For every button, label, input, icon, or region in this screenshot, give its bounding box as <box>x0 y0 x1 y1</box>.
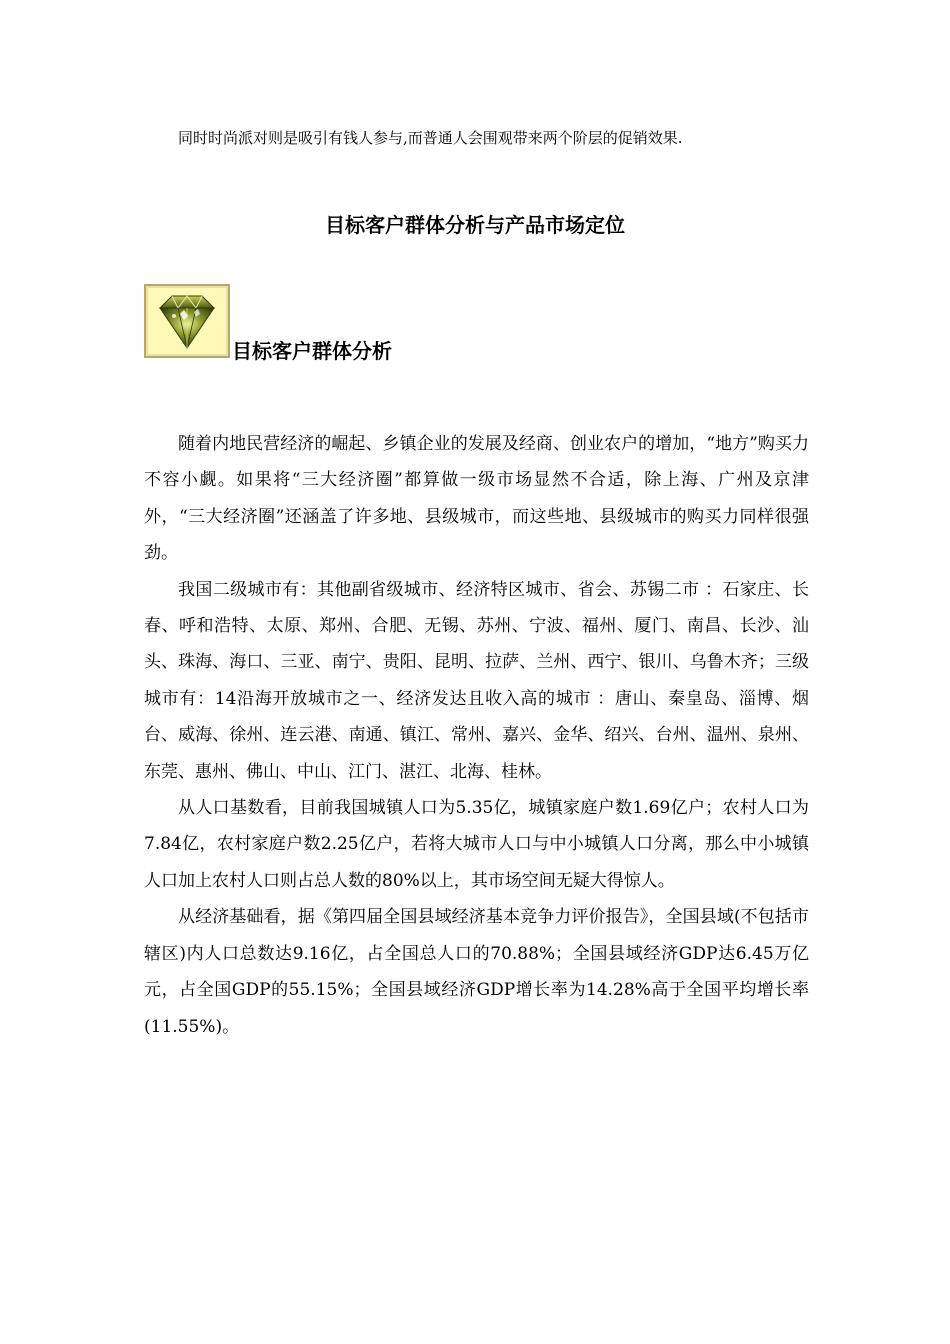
diamond-graphic <box>150 290 224 352</box>
main-title: 目标客户群体分析与产品市场定位 <box>325 213 625 237</box>
intro-line: 同时时尚派对则是吸引有钱人参与,而普通人会围观带来两个阶层的促销效果. <box>178 129 683 147</box>
paragraph: 从经济基础看，据《第四届全国县域经济基本竞争力评价报告》，全国县域(不包括市辖区)内人口总数达9.16亿，占全国总人口的70.88%；全国县域经济GDP达6.45万亿元，占全国GDP的55.15%；全国县域经济GDP增长率为14.28%高于全国平均增长率(11.55%)。 <box>144 907 809 1037</box>
paragraph: 随着内地民营经济的崛起、乡镇企业的发展及经商、创业农户的增加，“地方”购买力不容小觑。如果将“三大经济圈”都算做一级市场显然不合适，除上海、广州及京津外，“三大经济圈”还涵盖了许多地、县级城市，而这些地、县级城市的购买力同样很强劲。 <box>144 434 809 564</box>
body-text <box>144 426 809 1045</box>
diamond-icon <box>144 284 230 358</box>
paragraph: 我国二级城市有：其他副省级城市、经济特区城市、省会、苏锡二市 ：石家庄、长春、呼和浩特、太原、郑州、合肥、无锡、苏州、宁波、福州、厦门、南昌、长沙、汕头、珠海、海口、三亚、南宁、贵阳、昆明、拉萨、兰州、西宁、银川、乌鲁木齐；三级城市有：14沿海开放城市之一、经济发达且收入高的城市 ：唐山、秦皇岛、淄博、烟台、威海、徐州、连云港、南通、镇江、常州、嘉兴、金华、绍兴、台州、温州、泉州、东莞、惠州、佛山、中山、江门、湛江、北海、桂林。 <box>144 579 809 782</box>
section-title: 目标客户群体分析 <box>232 339 392 363</box>
paragraph: 从人口基数看，目前我国城镇人口为5.35亿，城镇家庭户数1.69亿户；农村人口为7.84亿，农村家庭户数2.25亿户，若将大城市人口与中小城镇人口分离，那么中小城镇人口加上农村人口则占总人数的80%以上，其市场空间无疑大得惊人。 <box>144 798 809 891</box>
